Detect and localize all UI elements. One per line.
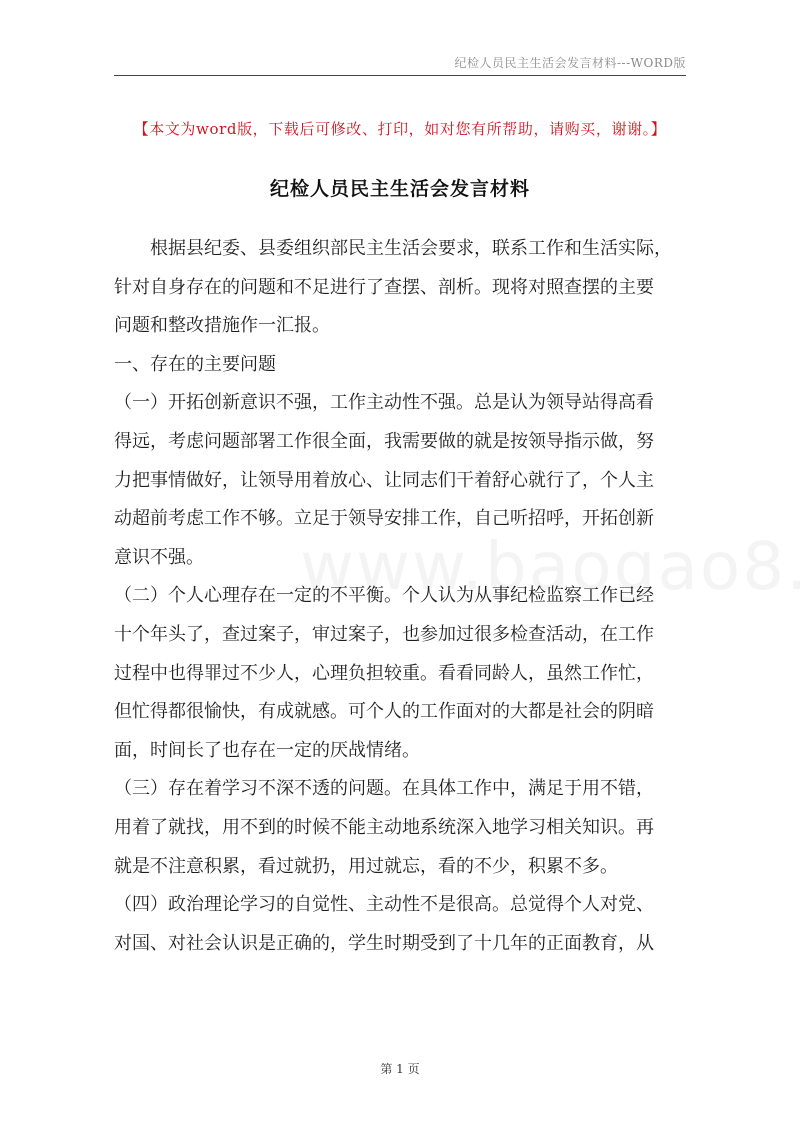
document-title: 纪检人员民主生活会发言材料 — [269, 178, 530, 200]
body-line: （二）个人心理存在一定的不平衡。个人认为从事纪检监察工作已经 — [114, 585, 654, 607]
body-line: 面，时间长了也存在一定的厌战情绪。 — [114, 739, 420, 761]
body-line: 十个年头了，查过案子，审过案子，也参加过很多检查活动，在工作 — [114, 623, 654, 645]
section-heading: 一、存在的主要问题 — [114, 353, 276, 375]
body-line: 但忙得都很愉快，有成就感。可个人的工作面对的大都是社会的阴暗 — [114, 701, 654, 723]
body-line: 过程中也得罪过不少人，心理负担较重。看看同龄人，虽然工作忙， — [114, 662, 654, 684]
body-line: 得远，考虑问题部署工作很全面，我需要做的就是按领导指示做，努 — [114, 430, 654, 452]
body-line: 意识不强。 — [114, 546, 204, 568]
body-line: 针对自身存在的问题和不足进行了查摆、剖析。现将对照查摆的主要 — [114, 276, 654, 298]
header-divider — [114, 75, 686, 76]
body-line: 根据县纪委、县委组织部民主生活会要求，联系工作和生活实际， — [150, 238, 672, 259]
body-line: （一）开拓创新意识不强，工作主动性不强。总是认为领导站得高看 — [114, 392, 654, 414]
body-line: 对国、对社会认识是正确的，学生时期受到了十几年的正面教育，从 — [114, 932, 654, 954]
body-line: 力把事情做好，让领导用着放心、让同志们干着舒心就行了，个人主 — [114, 469, 654, 491]
running-header: 纪检人员民主生活会发言材料---WORD版 — [454, 56, 686, 70]
body-line: 问题和整改措施作一汇报。 — [114, 315, 330, 337]
purchase-notice: 【本文为word版，下载后可修改、打印，如对您有所帮助，请购买，谢谢。】 — [133, 120, 667, 138]
body-line: （三）存在着学习不深不透的问题。在具体工作中，满足于用不错， — [114, 778, 654, 800]
body-line: （四）政治理论学习的自觉性、主动性不是很高。总觉得个人对党、 — [114, 894, 654, 916]
body-line: 就是不注意积累，看过就扔，用过就忘，看的不少，积累不多。 — [114, 855, 618, 877]
body-line: 动超前考虑工作不够。立足于领导安排工作，自己听招呼，开拓创新 — [114, 508, 654, 530]
body-line: 用着了就找，用不到的时候不能主动地系统深入地学习相关知识。再 — [114, 816, 654, 838]
page-number: 第 1 页 — [380, 1062, 420, 1076]
document-body — [114, 230, 686, 963]
